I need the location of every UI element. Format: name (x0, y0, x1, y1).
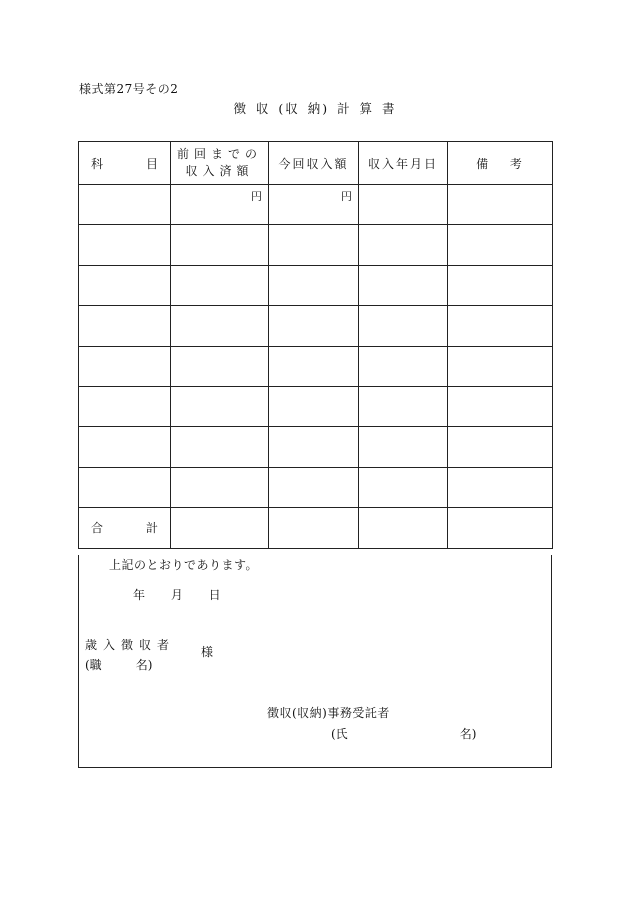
cell-zenkai[interactable] (171, 265, 269, 305)
header-kamoku (79, 142, 171, 185)
header-zenkai (171, 142, 269, 185)
header-kamoku-left: 科 (91, 156, 104, 171)
declaration-box (78, 555, 552, 768)
cell-total-konkai[interactable] (269, 508, 359, 548)
cell-date[interactable] (359, 185, 448, 225)
recipient-title-field[interactable] (85, 656, 152, 673)
cell-biko[interactable] (448, 467, 553, 507)
cell-kamoku[interactable] (79, 306, 171, 346)
header-shunyu-date: 収入年月日 (359, 142, 448, 185)
cell-konkai[interactable] (269, 265, 359, 305)
cell-biko[interactable] (448, 306, 553, 346)
document-title: 徴 収 (収 納) 計 算 書 (233, 101, 397, 116)
cell-zenkai[interactable] (171, 467, 269, 507)
cell-date[interactable] (359, 346, 448, 386)
table-row (79, 306, 553, 346)
total-row (79, 508, 553, 548)
cell-biko[interactable] (448, 225, 553, 265)
header-zenkai-line1: 前回までの (176, 147, 262, 161)
statement-text: 上記のとおりであります。 (109, 558, 259, 572)
cell-konkai[interactable] (269, 467, 359, 507)
cell-date[interactable] (359, 386, 448, 426)
table-header-row (79, 142, 553, 185)
cell-kamoku[interactable] (79, 346, 171, 386)
cell-zenkai[interactable] (171, 386, 269, 426)
cell-konkai[interactable] (269, 306, 359, 346)
cell-kamoku[interactable] (79, 427, 171, 467)
table-row (79, 427, 553, 467)
table-row (79, 185, 553, 225)
cell-zenkai-unit[interactable]: 円 (171, 185, 269, 225)
cell-konkai[interactable] (269, 427, 359, 467)
cell-biko[interactable] (448, 346, 553, 386)
table-row (79, 225, 553, 265)
form-number: 様式第27号その2 (79, 82, 179, 96)
cell-date[interactable] (359, 306, 448, 346)
trustee-label: 徴収(収納)事務受託者 (267, 706, 390, 720)
cell-biko[interactable] (448, 427, 553, 467)
table-row (79, 467, 553, 507)
cell-biko[interactable] (448, 386, 553, 426)
header-kamoku-right: 目 (145, 156, 158, 171)
cell-konkai[interactable] (269, 386, 359, 426)
cell-kamoku[interactable] (79, 265, 171, 305)
cell-date[interactable] (359, 427, 448, 467)
header-zenkai-line2: 収入済額 (185, 164, 254, 178)
cell-date[interactable] (359, 467, 448, 507)
cell-zenkai[interactable] (171, 306, 269, 346)
cell-date[interactable] (359, 225, 448, 265)
cell-kamoku[interactable] (79, 225, 171, 265)
cell-zenkai[interactable] (171, 427, 269, 467)
trustee-name-close: 名) (459, 727, 477, 741)
date-line[interactable]: 年 月 日 (133, 588, 221, 602)
cell-biko[interactable] (448, 265, 553, 305)
table-row (79, 346, 553, 386)
cell-zenkai[interactable] (171, 346, 269, 386)
calculation-table (78, 141, 553, 549)
cell-konkai[interactable] (269, 346, 359, 386)
cell-date[interactable] (359, 265, 448, 305)
cell-total-date[interactable] (359, 508, 448, 548)
trustee-name-open: (氏 (331, 727, 348, 741)
cell-konkai[interactable] (269, 225, 359, 265)
cell-total-label (79, 508, 171, 548)
cell-konkai-unit[interactable]: 円 (269, 185, 359, 225)
recipient-label: 歳入徴収者 (85, 638, 176, 652)
cell-biko[interactable] (448, 185, 553, 225)
total-label-right: 計 (145, 521, 158, 536)
cell-zenkai[interactable] (171, 225, 269, 265)
cell-total-biko[interactable] (448, 508, 553, 548)
recipient-honorific: 様 (201, 645, 214, 659)
cell-kamoku[interactable] (79, 386, 171, 426)
recipient-title-close: 名) (135, 658, 153, 672)
table-row (79, 265, 553, 305)
recipient-title-open: (職 (85, 658, 102, 672)
table-row (79, 386, 553, 426)
total-label-left: 合 (91, 521, 104, 536)
header-biko: 備 考 (448, 142, 553, 185)
cell-kamoku[interactable] (79, 467, 171, 507)
trustee-name-field[interactable] (331, 725, 476, 742)
cell-kamoku[interactable] (79, 185, 171, 225)
cell-total-zenkai[interactable] (171, 508, 269, 548)
header-konkai: 今回収入額 (269, 142, 359, 185)
